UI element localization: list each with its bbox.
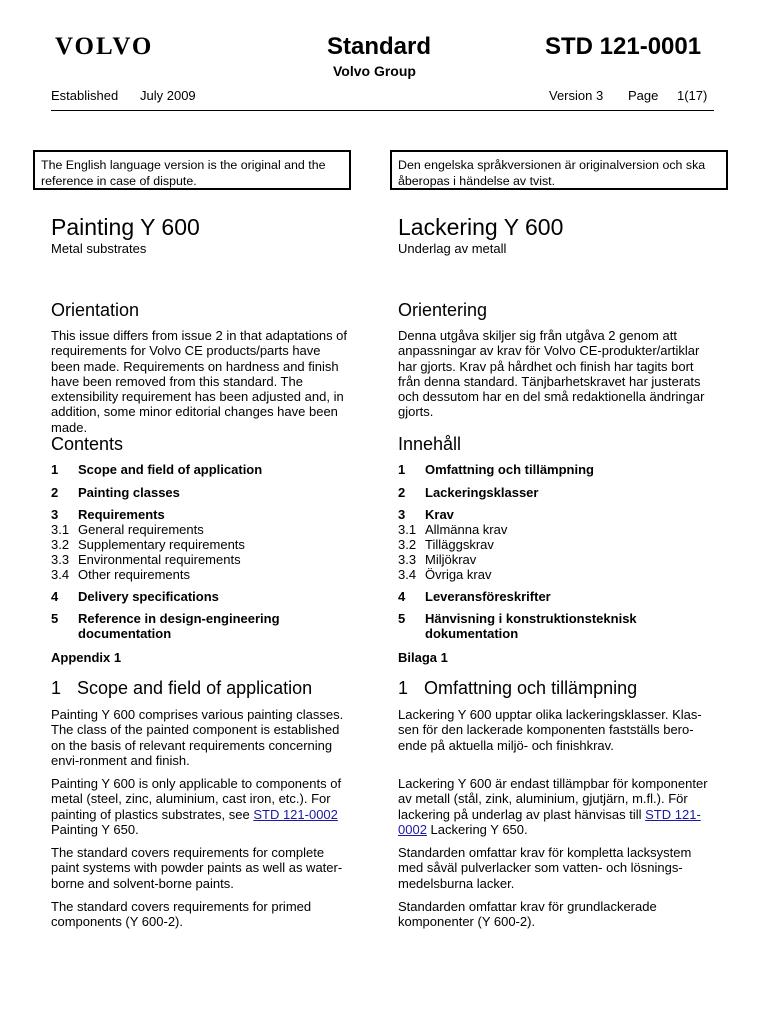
- contents-heading: Contents: [51, 434, 124, 454]
- doc-title: Painting Y 600: [51, 214, 200, 240]
- paragraph: The standard covers requirements for primed components (Y 600-2).: [51, 899, 312, 930]
- doc-type: Standard: [327, 33, 432, 60]
- doc-title: Lackering Y 600: [398, 214, 564, 240]
- established-label: Established: [51, 88, 119, 103]
- std-121-0002-link[interactable]: STD 121-0002: [398, 806, 701, 837]
- paragraph: Standarden omfattar krav för grundlackerade komponenter (Y 600-2).: [398, 899, 657, 930]
- orientation-text: This issue differs from issue 2 in that adaptations of requirements for Volvo CE products/parts have been made. Requirements on hardness and finish have been removed from this standard. The extensibility requirement has been adjusted and, in addition, some minor editorial changes have been made.: [51, 328, 348, 435]
- appendix-label[interactable]: Appendix 1: [51, 650, 122, 665]
- orientation-heading: Orientering: [398, 300, 488, 320]
- standard-number: STD 121-0001: [545, 33, 702, 60]
- version: Version 3: [549, 88, 604, 103]
- page-label: Page: [628, 88, 659, 103]
- notice-box-swedish: Den engelska språkversionen är originalversion och ska åberopas i händelse av tvist.: [390, 150, 728, 190]
- notice-box-english: The English language version is the original and the reference in case of dispute.: [33, 150, 351, 190]
- orientation-text: Denna utgåva skiljer sig från utgåva 2 genom att anpassningar av krav för Volvo CE-produkter/artiklar har gjorts. Krav på hårdhet och finish har tagits bort från denna standard. Tänjbarhetskravet har justerats och dessutom har en del små redaktionella ändringar gjorts.: [398, 328, 705, 420]
- header-divider: [51, 110, 714, 111]
- volvo-logo: VOLVO: [55, 33, 154, 60]
- paragraph: Painting Y 600 is only applicable to components of metal (steel, zinc, aluminium, cast iron, etc.). For painting of plastics substrates, see STD 121-0002 Painting Y 650.: [51, 776, 342, 837]
- organization: Volvo Group: [333, 63, 416, 79]
- std-121-0002-link[interactable]: STD 121-0002: [253, 806, 338, 822]
- paragraph: Lackering Y 600 är endast tillämpbar för komponenter av metall (stål, zink, aluminium, gjutjärn, m.fl.). För lackering på underlag av plast hänvisas till STD 121-0002 Lackering Y 650.: [398, 776, 708, 837]
- orientation-heading: Orientation: [51, 300, 140, 320]
- doc-subtitle: Underlag av metall: [398, 241, 507, 256]
- appendix-label[interactable]: Bilaga 1: [398, 650, 448, 665]
- paragraph: Lackering Y 600 upptar olika lackeringsklasser. Klas-sen för den lackerade komponenten fastställs bero-ende på aktuella miljö- och finishkrav.: [398, 707, 702, 753]
- established-date: July 2009: [140, 88, 196, 103]
- doc-subtitle: Metal substrates: [51, 241, 147, 256]
- contents-heading: Innehåll: [398, 434, 462, 454]
- paragraph: Standarden omfattar krav för kompletta lacksystem med såväl pulverlacker som vatten- och lösnings-medelsburna lacker.: [398, 845, 692, 891]
- paragraph: Painting Y 600 comprises various painting classes. The class of the painted component is established on the basis of relevant requirements concerning envi-ronment and finish.: [51, 707, 344, 768]
- paragraph: The standard covers requirements for complete paint systems with powder paints as well as water-borne and solvent-borne paints.: [51, 845, 343, 891]
- page-number: 1(17): [677, 88, 708, 103]
